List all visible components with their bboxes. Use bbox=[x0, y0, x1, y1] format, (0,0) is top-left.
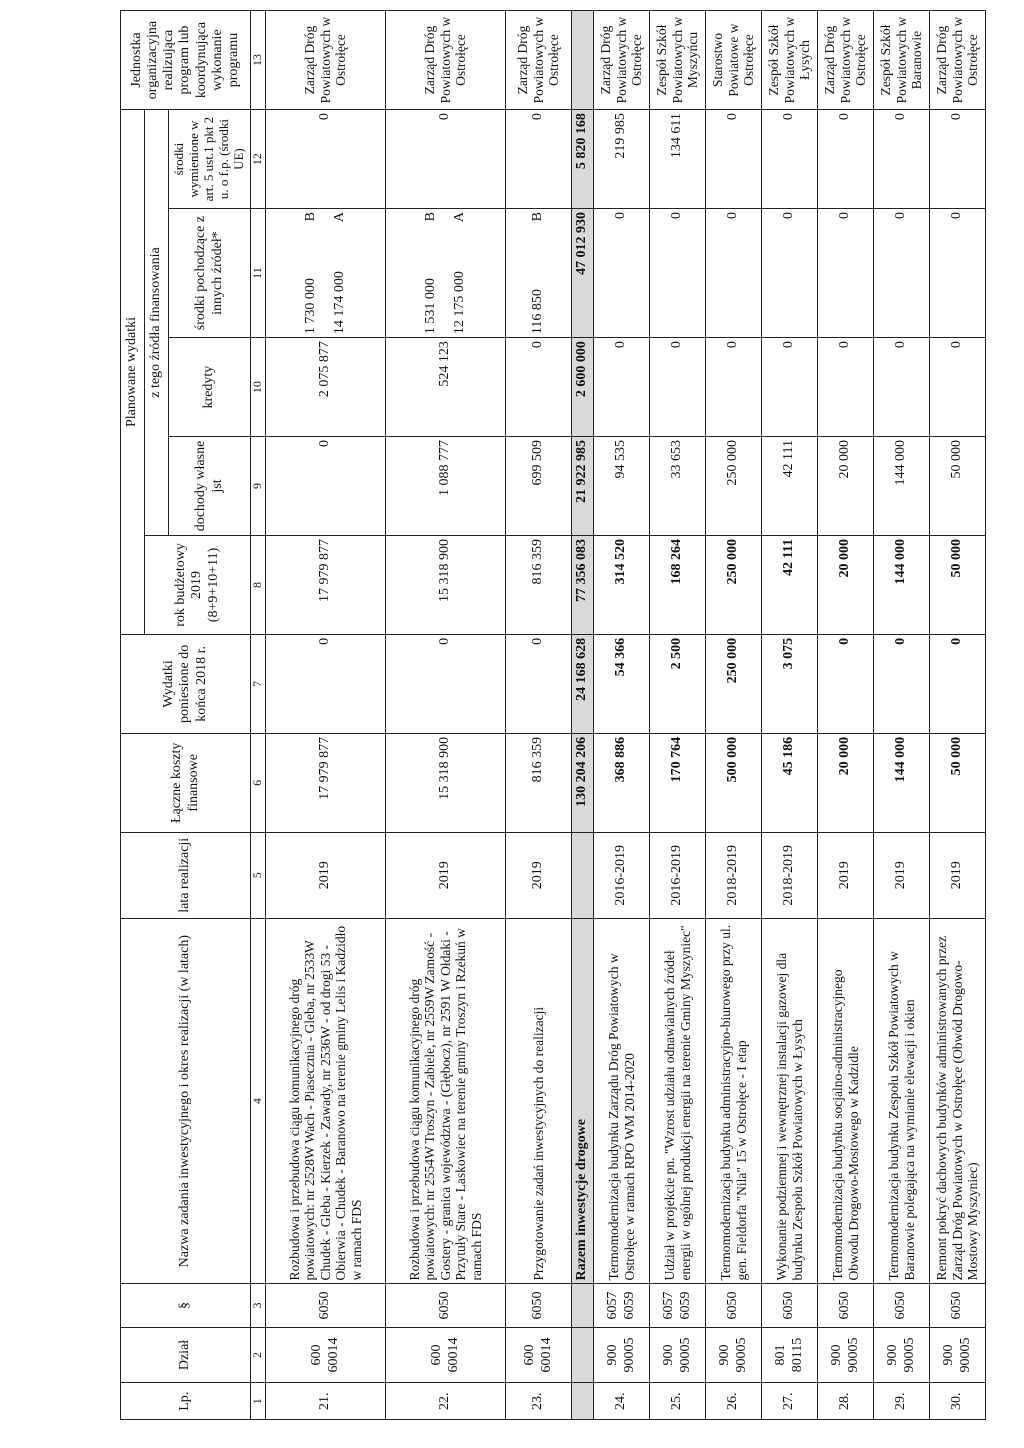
table-row bbox=[930, 11, 986, 1420]
inne-mark: B bbox=[530, 212, 546, 222]
inne-mark: B bbox=[303, 212, 319, 222]
total-label: Razem inwestycje drogowe bbox=[572, 918, 594, 1284]
cell-dochody: 144 000 bbox=[874, 437, 930, 536]
cell-dzial bbox=[386, 1327, 506, 1383]
dzial-code: 600 bbox=[429, 1344, 445, 1366]
cell-jednostka: Zarząd Dróg Powiatowych w Ostrołęce bbox=[930, 11, 986, 110]
colnum: 8 bbox=[251, 535, 266, 634]
colnum: 13 bbox=[251, 11, 266, 110]
cell-lata: 2019 bbox=[506, 832, 572, 918]
cell-dochody: 250 000 bbox=[706, 437, 762, 536]
cell-kredyty: 2 075 877 bbox=[266, 338, 386, 437]
cell-dzial bbox=[706, 1327, 762, 1383]
cell-lata: 2018-2019 bbox=[706, 832, 762, 918]
cell-jednostka: Zarząd Dróg Powiatowych w Ostrołęce bbox=[386, 11, 506, 110]
header-planowane: Planowane wydatki bbox=[121, 110, 145, 635]
header-dzial: Dział bbox=[121, 1327, 251, 1383]
cell-name: Rozbudowa i przebudowa ciągu komunikacyjnego dróg powiatowych: nr 2554W Troszyn - Zabiele, nr 2559W Zamość - Gostery - granica województwa - (Głębocz), nr 2591 W Ołdaki - Przytuły Stare - Laskowiec na terenie gminy Troszyn i Rzekuń w ramach FDS bbox=[386, 918, 506, 1284]
total-blank bbox=[572, 11, 594, 110]
dzial-code: 900 bbox=[829, 1344, 845, 1366]
colnum: 6 bbox=[251, 733, 266, 832]
cell-inne: 0 bbox=[594, 209, 650, 338]
header-ztego: z tego źródła finansowania bbox=[145, 110, 169, 536]
table-row bbox=[266, 11, 386, 1420]
cell-rok: 50 000 bbox=[930, 535, 986, 634]
cell-paragraf: 6050 bbox=[706, 1284, 762, 1327]
cell-name: Termomodernizacja budynku Zespołu Szkół Powiatowych w Baranowie polegająca na wymianie elewacji i okien bbox=[874, 918, 930, 1284]
cell-paragraf bbox=[594, 1284, 650, 1327]
cell-ue: 134 611 bbox=[650, 110, 706, 209]
total-inne: 47 012 930 bbox=[572, 209, 594, 338]
inne-mark: A bbox=[451, 212, 467, 223]
cell-koszty: 17 979 877 bbox=[266, 733, 386, 832]
cell-koszty: 50 000 bbox=[930, 733, 986, 832]
cell-inne: 0 bbox=[818, 209, 874, 338]
cell-inne bbox=[506, 209, 572, 338]
cell-lp: 22. bbox=[386, 1383, 506, 1420]
cell-jednostka: Zespół Szkół Powiatowych w Łysych bbox=[762, 11, 818, 110]
dzial-code: 900 bbox=[661, 1344, 677, 1366]
cell-koszty: 15 318 900 bbox=[386, 733, 506, 832]
cell-lata: 2019 bbox=[266, 832, 386, 918]
cell-inne bbox=[266, 209, 386, 338]
cell-paragraf: 6050 bbox=[506, 1284, 572, 1327]
colnum: 4 bbox=[251, 918, 266, 1284]
header-rok: rok budżetowy 2019 (8+9+10+11) bbox=[145, 535, 251, 634]
cell-inne: 0 bbox=[874, 209, 930, 338]
total-rok: 77 356 083 bbox=[572, 535, 594, 634]
colnum: 2 bbox=[251, 1327, 266, 1383]
cell-koszty: 144 000 bbox=[874, 733, 930, 832]
cell-inne: 0 bbox=[762, 209, 818, 338]
header-lata: lata realizacji bbox=[121, 832, 251, 918]
header-poniesione: Wydatki poniesione do końca 2018 r. bbox=[121, 634, 251, 733]
cell-inne: 0 bbox=[650, 209, 706, 338]
cell-kredyty: 0 bbox=[594, 338, 650, 437]
cell-name: Udział w projekcie pn. "Wzrost udziału odnawialnych źródeł energii w ogólnej produkcji energii na terenie Gminy Myszyniec" bbox=[650, 918, 706, 1284]
cell-paragraf bbox=[650, 1284, 706, 1327]
cell-kredyty: 0 bbox=[506, 338, 572, 437]
cell-inne: 0 bbox=[930, 209, 986, 338]
paragraf-code: 6059 bbox=[621, 1291, 637, 1320]
cell-lata: 2019 bbox=[818, 832, 874, 918]
total-blank bbox=[572, 1284, 594, 1327]
rozdzial-code: 80115 bbox=[789, 1337, 805, 1373]
cell-rok: 15 318 900 bbox=[386, 535, 506, 634]
cell-rok: 42 111 bbox=[762, 535, 818, 634]
cell-koszty: 45 186 bbox=[762, 733, 818, 832]
colnum: 1 bbox=[251, 1383, 266, 1420]
cell-ue: 0 bbox=[266, 110, 386, 209]
header-kredyty: kredyty bbox=[169, 338, 251, 437]
cell-poniesione: 0 bbox=[266, 634, 386, 733]
cell-poniesione: 0 bbox=[874, 634, 930, 733]
paragraf-code: 6057 bbox=[661, 1291, 677, 1320]
cell-dochody: 0 bbox=[266, 437, 386, 536]
rozdzial-code: 90005 bbox=[621, 1337, 637, 1373]
cell-jednostka: Zespół Szkół Powiatowych w Myszyńcu bbox=[650, 11, 706, 110]
header-inne: środki pochodzące z innych źródeł* bbox=[169, 209, 251, 338]
cell-dzial bbox=[874, 1327, 930, 1383]
cell-koszty: 368 886 bbox=[594, 733, 650, 832]
cell-paragraf: 6050 bbox=[818, 1284, 874, 1327]
dzial-code: 900 bbox=[605, 1344, 621, 1366]
inne-mark: A bbox=[331, 212, 347, 223]
cell-dzial bbox=[650, 1327, 706, 1383]
cell-rok: 816 359 bbox=[506, 535, 572, 634]
header-jednostka: Jednostka organizacyjna realizująca program lub koordynująca wykonanie programu bbox=[121, 11, 251, 110]
cell-paragraf: 6050 bbox=[874, 1284, 930, 1327]
cell-rok: 168 264 bbox=[650, 535, 706, 634]
cell-name: Wykonanie podziemnej i wewnętrznej instalacji gazowej dla budynku Zespołu Szkół Powiatowych w Łysych bbox=[762, 918, 818, 1284]
cell-koszty: 816 359 bbox=[506, 733, 572, 832]
inne-value: 1 531 000 bbox=[423, 278, 439, 335]
cell-dzial bbox=[594, 1327, 650, 1383]
rozdzial-code: 60014 bbox=[538, 1337, 554, 1373]
cell-poniesione: 0 bbox=[386, 634, 506, 733]
cell-ue: 0 bbox=[706, 110, 762, 209]
table-row bbox=[818, 11, 874, 1420]
cell-dochody: 50 000 bbox=[930, 437, 986, 536]
cell-dochody: 20 000 bbox=[818, 437, 874, 536]
cell-koszty: 20 000 bbox=[818, 733, 874, 832]
table-row bbox=[650, 11, 706, 1420]
rozdzial-code: 90005 bbox=[677, 1337, 693, 1373]
total-dochody: 21 922 985 bbox=[572, 437, 594, 536]
rotated-page bbox=[120, 10, 980, 1420]
dzial-code: 900 bbox=[717, 1344, 733, 1366]
header-name: Nazwa zadania inwestycyjnego i okres realizacji (w latach) bbox=[121, 918, 251, 1284]
cell-poniesione: 3 075 bbox=[762, 634, 818, 733]
table-row bbox=[706, 11, 762, 1420]
cell-name: Przygotowanie zadań inwestycyjnych do realizacji bbox=[506, 918, 572, 1284]
cell-kredyty: 0 bbox=[818, 338, 874, 437]
cell-name: Termomodernizacja budynku administracyjno-biurowego przy ul. gen. Fieldorfa "Nila" 15 w Ostrołęce - I etap bbox=[706, 918, 762, 1284]
cell-ue: 0 bbox=[762, 110, 818, 209]
header-paragraf: § bbox=[121, 1284, 251, 1327]
cell-jednostka: Zarząd Dróg Powiatowych w Ostrołęce bbox=[594, 11, 650, 110]
cell-poniesione: 0 bbox=[930, 634, 986, 733]
cell-dochody: 33 653 bbox=[650, 437, 706, 536]
inne-value: 116 850 bbox=[530, 289, 546, 335]
table-row bbox=[594, 11, 650, 1420]
cell-ue: 0 bbox=[818, 110, 874, 209]
cell-dochody: 42 111 bbox=[762, 437, 818, 536]
cell-paragraf: 6050 bbox=[930, 1284, 986, 1327]
inne-mark: B bbox=[423, 212, 439, 222]
cell-lata: 2019 bbox=[874, 832, 930, 918]
cell-rok: 314 520 bbox=[594, 535, 650, 634]
cell-kredyty: 0 bbox=[930, 338, 986, 437]
rozdzial-code: 60014 bbox=[325, 1337, 341, 1373]
cell-ue: 0 bbox=[874, 110, 930, 209]
cell-dochody: 699 509 bbox=[506, 437, 572, 536]
cell-dochody: 1 088 777 bbox=[386, 437, 506, 536]
header-lp: Lp. bbox=[121, 1383, 251, 1420]
rozdzial-code: 90005 bbox=[957, 1337, 973, 1373]
table-row bbox=[506, 11, 572, 1420]
colnum: 10 bbox=[251, 338, 266, 437]
total-kredyty: 2 600 000 bbox=[572, 338, 594, 437]
cell-name: Termomodernizacja budynku Zarządu Dróg Powiatowych w Ostrołęce w ramach RPO WM 2014-2020 bbox=[594, 918, 650, 1284]
cell-ue: 0 bbox=[506, 110, 572, 209]
cell-koszty: 170 764 bbox=[650, 733, 706, 832]
cell-lata: 2016-2019 bbox=[594, 832, 650, 918]
dzial-code: 600 bbox=[522, 1344, 538, 1366]
cell-dzial bbox=[818, 1327, 874, 1383]
cell-kredyty: 0 bbox=[762, 338, 818, 437]
paragraf-code: 6059 bbox=[677, 1291, 693, 1320]
cell-jednostka: Zarząd Dróg Powiatowych w Ostrołęce bbox=[818, 11, 874, 110]
cell-lp: 28. bbox=[818, 1383, 874, 1420]
colnum: 3 bbox=[251, 1284, 266, 1327]
cell-dzial bbox=[266, 1327, 386, 1383]
cell-kredyty: 0 bbox=[874, 338, 930, 437]
cell-paragraf: 6050 bbox=[762, 1284, 818, 1327]
dzial-code: 900 bbox=[941, 1344, 957, 1366]
cell-jednostka: Starostwo Powiatowe w Ostrołęce bbox=[706, 11, 762, 110]
rozdzial-code: 90005 bbox=[845, 1337, 861, 1373]
cell-inne: 0 bbox=[706, 209, 762, 338]
dzial-code: 801 bbox=[773, 1344, 789, 1366]
cell-koszty: 500 000 bbox=[706, 733, 762, 832]
cell-jednostka: Zarząd Dróg Powiatowych w Ostrołęce bbox=[506, 11, 572, 110]
total-row bbox=[572, 11, 594, 1420]
colnum: 9 bbox=[251, 437, 266, 536]
colnum: 12 bbox=[251, 110, 266, 209]
total-blank bbox=[572, 1383, 594, 1420]
rozdzial-code: 90005 bbox=[733, 1337, 749, 1373]
cell-ue: 219 985 bbox=[594, 110, 650, 209]
table-row bbox=[386, 11, 506, 1420]
colnum: 7 bbox=[251, 634, 266, 733]
colnum: 5 bbox=[251, 832, 266, 918]
cell-inne bbox=[386, 209, 506, 338]
cell-kredyty: 524 123 bbox=[386, 338, 506, 437]
header-dochody: dochody własne jst bbox=[169, 437, 251, 536]
inne-value: 14 174 000 bbox=[331, 271, 347, 335]
rozdzial-code: 60014 bbox=[445, 1337, 461, 1373]
cell-rok: 20 000 bbox=[818, 535, 874, 634]
cell-lp: 27. bbox=[762, 1383, 818, 1420]
cell-rok: 144 000 bbox=[874, 535, 930, 634]
cell-rok: 250 000 bbox=[706, 535, 762, 634]
cell-dzial bbox=[930, 1327, 986, 1383]
cell-name: Rozbudowa i przebudowa ciągu komunikacyjnego dróg powiatowych: nr 2528W Wach - Piasecznia - Gleba, nr 2533W Chudek - Gleba - Kierzek - Zawady, nr 2536W - od drogi 53 - Obierwia - Chudek - Baranowo na terenie gminy Lelis i Kadzidło w ramach FDS bbox=[266, 918, 386, 1284]
cell-poniesione: 0 bbox=[818, 634, 874, 733]
table-row bbox=[874, 11, 930, 1420]
cell-lata: 2019 bbox=[930, 832, 986, 918]
total-ue: 5 820 168 bbox=[572, 110, 594, 209]
cell-lata: 2016-2019 bbox=[650, 832, 706, 918]
cell-lp: 21. bbox=[266, 1383, 386, 1420]
cell-lp: 26. bbox=[706, 1383, 762, 1420]
cell-poniesione: 54 366 bbox=[594, 634, 650, 733]
cell-kredyty: 0 bbox=[650, 338, 706, 437]
inne-value: 1 730 000 bbox=[303, 278, 319, 335]
paragraf-code: 6057 bbox=[605, 1291, 621, 1320]
cell-lp: 24. bbox=[594, 1383, 650, 1420]
total-koszty: 130 204 206 bbox=[572, 733, 594, 832]
cell-lp: 23. bbox=[506, 1383, 572, 1420]
cell-dochody: 94 535 bbox=[594, 437, 650, 536]
header-ue: środki wymienione w art. 5 ust.1 pkt 2 u. o f.p. (środki UE) bbox=[169, 110, 251, 209]
dzial-code: 900 bbox=[885, 1344, 901, 1366]
cell-lp: 29. bbox=[874, 1383, 930, 1420]
rozdzial-code: 90005 bbox=[901, 1337, 917, 1373]
column-numbers-row bbox=[251, 11, 266, 1420]
dzial-code: 600 bbox=[309, 1344, 325, 1366]
cell-poniesione: 2 500 bbox=[650, 634, 706, 733]
cell-lata: 2019 bbox=[386, 832, 506, 918]
cell-lata: 2018-2019 bbox=[762, 832, 818, 918]
inne-value: 12 175 000 bbox=[451, 271, 467, 335]
cell-ue: 0 bbox=[386, 110, 506, 209]
cell-rok: 17 979 877 bbox=[266, 535, 386, 634]
total-poniesione: 24 168 628 bbox=[572, 634, 594, 733]
cell-ue: 0 bbox=[930, 110, 986, 209]
cell-name: Termomodernizacja budynku socjalno-administracyjnego Obwodu Drogowo-Mostowego w Kadzidle bbox=[818, 918, 874, 1284]
cell-poniesione: 250 000 bbox=[706, 634, 762, 733]
cell-paragraf: 6050 bbox=[266, 1284, 386, 1327]
cell-jednostka: Zespół Szkół Powiatowych w Baranowie bbox=[874, 11, 930, 110]
cell-kredyty: 0 bbox=[706, 338, 762, 437]
header-koszty: Łączne koszty finansowe bbox=[121, 733, 251, 832]
cell-lp: 30. bbox=[930, 1383, 986, 1420]
table-row bbox=[762, 11, 818, 1420]
cell-jednostka: Zarząd Dróg Powiatowych w Ostrołęce bbox=[266, 11, 386, 110]
investment-table bbox=[120, 10, 986, 1420]
cell-lp: 25. bbox=[650, 1383, 706, 1420]
cell-poniesione: 0 bbox=[506, 634, 572, 733]
cell-dzial bbox=[506, 1327, 572, 1383]
total-blank bbox=[572, 1327, 594, 1383]
total-blank bbox=[572, 832, 594, 918]
colnum: 11 bbox=[251, 209, 266, 338]
cell-name: Remont pokryć dachowych budynków administrowanych przez Zarząd Dróg Powiatowych w Ostrołęce (Obwód Drogowo-Mostowy Myszyniec) bbox=[930, 918, 986, 1284]
cell-paragraf: 6050 bbox=[386, 1284, 506, 1327]
cell-dzial bbox=[762, 1327, 818, 1383]
